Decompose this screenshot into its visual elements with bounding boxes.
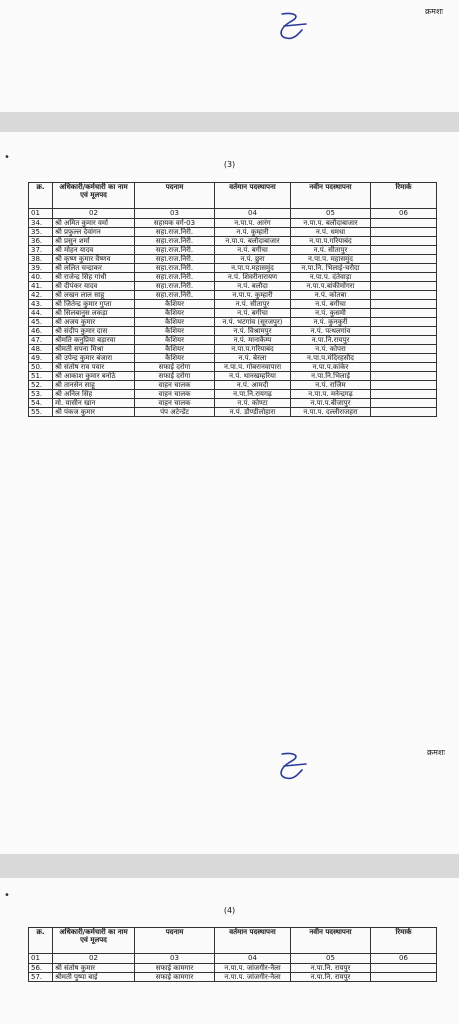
cell-serial: 40. xyxy=(29,273,53,282)
cell-serial: 47. xyxy=(29,336,53,345)
transfer-table-page-4 xyxy=(28,927,437,982)
table-row xyxy=(29,973,437,982)
cell-remark xyxy=(371,300,437,309)
cell-current-posting: न.पं. बगीचा xyxy=(215,246,291,255)
cell-name: श्री उपेन्द्र कुमार बंजारा xyxy=(53,354,135,363)
cell-remark xyxy=(371,309,437,318)
cell-name: श्री लखन लाल साहू xyxy=(53,291,135,300)
cell-designation: कैशियर xyxy=(135,300,215,309)
cell-designation: कैशियर xyxy=(135,336,215,345)
colnum: 03 xyxy=(135,209,215,219)
cell-new-posting: न.पा.नि. भिलाई-चरौदा xyxy=(291,264,371,273)
table-row xyxy=(29,408,437,417)
cell-designation: कैशियर xyxy=(135,318,215,327)
table-row xyxy=(29,255,437,264)
page-number-4: (4) xyxy=(223,906,236,915)
cell-remark xyxy=(371,273,437,282)
header-current-posting: वर्तमान पदस्थापना xyxy=(215,928,291,954)
colnum: 03 xyxy=(135,954,215,964)
cell-serial: 46. xyxy=(29,327,53,336)
table-header-row xyxy=(29,183,437,209)
cell-name: श्रीमति कनुप्रिया बड़ारया xyxy=(53,336,135,345)
cell-current-posting: न.पा.प.महासमुंद xyxy=(215,264,291,273)
header-new-posting: नवीन पदस्थापना xyxy=(291,928,371,954)
cell-serial: 55. xyxy=(29,408,53,417)
cell-remark xyxy=(371,372,437,381)
cell-remark xyxy=(371,255,437,264)
cell-serial: 45. xyxy=(29,318,53,327)
table-row xyxy=(29,318,437,327)
cell-new-posting: न.पा.नि.रायपुर xyxy=(291,336,371,345)
cell-designation: कैशियर xyxy=(135,327,215,336)
cell-current-posting: न.पं. कोण्टा xyxy=(215,399,291,408)
table-row xyxy=(29,273,437,282)
cell-name: श्री प्रफुल्ल देवांगन xyxy=(53,228,135,237)
cell-current-posting: न.पं. शिवरीनारायण xyxy=(215,273,291,282)
colnum: 02 xyxy=(53,954,135,964)
cell-name: श्री प्रसुन शर्मा xyxy=(53,237,135,246)
cell-remark xyxy=(371,291,437,300)
cell-remark xyxy=(371,264,437,273)
cell-remark xyxy=(371,282,437,291)
top-page xyxy=(0,0,459,112)
header-remark: रिमार्क xyxy=(371,183,437,209)
cell-serial: 37. xyxy=(29,246,53,255)
signature-top xyxy=(272,8,312,48)
cell-current-posting: न.पं. बेरला xyxy=(215,354,291,363)
cell-new-posting: न.पा.प. मनेन्द्रगढ़ xyxy=(291,390,371,399)
cell-new-posting: न.पा.प. बलौदाबाजार xyxy=(291,219,371,228)
cell-designation: सहा.राज.निरी. xyxy=(135,273,215,282)
cell-name: श्री संतोष कुमार xyxy=(53,964,135,973)
header-remark: रिमार्क xyxy=(371,928,437,954)
table-row xyxy=(29,399,437,408)
cell-serial: 36. xyxy=(29,237,53,246)
cell-designation: सहायक वर्ग-03 xyxy=(135,219,215,228)
cell-remark xyxy=(371,973,437,982)
cell-designation: कैशियर xyxy=(135,309,215,318)
table-row xyxy=(29,264,437,273)
table-row xyxy=(29,228,437,237)
cell-serial: 53. xyxy=(29,390,53,399)
cell-name: श्री राजेन्द्र सिंह गांधी xyxy=(53,273,135,282)
table-header-row xyxy=(29,928,437,954)
cell-serial: 35. xyxy=(29,228,53,237)
cell-serial: 44. xyxy=(29,309,53,318)
cell-designation: कैशियर xyxy=(135,345,215,354)
cell-current-posting: न.पा.प. कुम्हारी xyxy=(215,291,291,300)
table-row xyxy=(29,300,437,309)
cell-remark xyxy=(371,408,437,417)
cell-remark xyxy=(371,336,437,345)
cell-remark xyxy=(371,246,437,255)
edge-dot: • xyxy=(4,890,10,901)
cell-serial: 43. xyxy=(29,300,53,309)
cell-designation: सहा.राज.निरी. xyxy=(135,255,215,264)
colnum: 06 xyxy=(371,954,437,964)
cell-current-posting: न.पं. थानखम्हरिया xyxy=(215,372,291,381)
colnum: 02 xyxy=(53,209,135,219)
colnum: 05 xyxy=(291,209,371,219)
cell-remark xyxy=(371,363,437,372)
cell-designation: कैशियर xyxy=(135,354,215,363)
cell-remark xyxy=(371,327,437,336)
cell-current-posting: न.पं. मानाकैम्प xyxy=(215,336,291,345)
cell-new-posting: न.पं. सीतापुर xyxy=(291,246,371,255)
cell-name: श्री अजय कुमार xyxy=(53,318,135,327)
cell-serial: 41. xyxy=(29,282,53,291)
table-row xyxy=(29,381,437,390)
cell-remark xyxy=(371,237,437,246)
cell-remark xyxy=(371,219,437,228)
header-designation: पदनाम xyxy=(135,928,215,954)
table-row xyxy=(29,246,437,255)
cell-new-posting: न.पं. कुनकुरी xyxy=(291,318,371,327)
cell-remark xyxy=(371,345,437,354)
colnum: 01 xyxy=(29,954,53,964)
cell-name: श्रीमती सपना मिश्रा xyxy=(53,345,135,354)
cell-new-posting: न.पा.प. दंतेवाड़ा xyxy=(291,273,371,282)
cell-remark xyxy=(371,390,437,399)
cell-current-posting: न.पं. भटगांव (सूरजपुर) xyxy=(215,318,291,327)
cell-new-posting: न.पं. पत्थलगांव xyxy=(291,327,371,336)
cell-current-posting: न.पं. बगीचा xyxy=(215,309,291,318)
cell-designation: सहा.राज.निरी. xyxy=(135,237,215,246)
cell-remark xyxy=(371,964,437,973)
colnum: 05 xyxy=(291,954,371,964)
cell-new-posting: न.पं. राजिम xyxy=(291,381,371,390)
cell-designation: सहा.राज.निरी. xyxy=(135,228,215,237)
cell-new-posting: न.पं. कोपरा xyxy=(291,345,371,354)
table-row xyxy=(29,345,437,354)
cell-name: श्री संतोष राव पवार xyxy=(53,363,135,372)
cell-new-posting: न.पा.नि. रायपुर xyxy=(291,964,371,973)
cell-designation: सफाई कामगार xyxy=(135,973,215,982)
cell-new-posting: न.पा.प.कांकेर xyxy=(291,363,371,372)
signature-page-3 xyxy=(272,748,312,788)
transfer-table-page-3 xyxy=(28,182,437,417)
cell-serial: 49. xyxy=(29,354,53,363)
cell-new-posting: न.पा.प. दल्लीराजहरा xyxy=(291,408,371,417)
cell-new-posting: न.पं. धमधा xyxy=(291,228,371,237)
cell-new-posting: न.पा.प.बांकीमोंगरा xyxy=(291,282,371,291)
cell-new-posting: न.पा.प.मंदिरहसौद xyxy=(291,354,371,363)
cell-designation: सफाई दरोगा xyxy=(135,372,215,381)
cell-current-posting: न.पा.नि.रायगढ़ xyxy=(215,390,291,399)
cell-designation: सहा.राज.निरी. xyxy=(135,264,215,273)
header-name: अधिकारी/कर्मचारी का नाम एवं मूलपद xyxy=(53,928,135,954)
cell-name: श्री तानसेन साहू xyxy=(53,381,135,390)
table-row xyxy=(29,336,437,345)
table-row xyxy=(29,282,437,291)
cell-designation: सफाई कामगार xyxy=(135,964,215,973)
column-number-row xyxy=(29,209,437,219)
header-new-posting: नवीन पदस्थापना xyxy=(291,183,371,209)
colnum: 01 xyxy=(29,209,53,219)
cell-current-posting: न.पं. छुरा xyxy=(215,255,291,264)
cell-serial: 39. xyxy=(29,264,53,273)
continuation-label-page-3: क्रमशः xyxy=(427,748,445,757)
cell-current-posting: न.पा.प. जांजगीर-नैला xyxy=(215,973,291,982)
column-number-row xyxy=(29,954,437,964)
colnum: 04 xyxy=(215,209,291,219)
header-designation: पदनाम xyxy=(135,183,215,209)
continuation-label-top: क्रमशः xyxy=(425,7,443,16)
cell-serial: 38. xyxy=(29,255,53,264)
table-row xyxy=(29,964,437,973)
edge-dot: • xyxy=(4,152,10,163)
cell-current-posting: न.पा.प. गोबरानवापारा xyxy=(215,363,291,372)
cell-serial: 52. xyxy=(29,381,53,390)
cell-remark xyxy=(371,354,437,363)
cell-name: श्री जितेन्द्र कुमार गुप्ता xyxy=(53,300,135,309)
cell-new-posting: न.पा.नि.भिलाई xyxy=(291,372,371,381)
cell-current-posting: न.पं. डौण्डीलोहारा xyxy=(215,408,291,417)
cell-name: श्री ललित चन्द्राकर xyxy=(53,264,135,273)
cell-name: श्री कृष्ण कुमार वैष्णव xyxy=(53,255,135,264)
header-name: अधिकारी/कर्मचारी का नाम एवं मूलपद xyxy=(53,183,135,209)
page-number-3: (3) xyxy=(223,160,236,169)
cell-new-posting: न.पा.प. महासमुंद xyxy=(291,255,371,264)
cell-designation: सहा.राज.निरी. xyxy=(135,282,215,291)
cell-name: श्री सिलबानुस लकड़ा xyxy=(53,309,135,318)
cell-designation: सहा.राज.निरी. xyxy=(135,246,215,255)
cell-current-posting: न.पं. सीतापुर xyxy=(215,300,291,309)
table-row xyxy=(29,219,437,228)
header-serial: क्र. xyxy=(29,183,53,209)
cell-serial: 48. xyxy=(29,345,53,354)
page-gap-2 xyxy=(0,854,459,878)
table-row xyxy=(29,309,437,318)
cell-new-posting: न.पं. बगीचा xyxy=(291,300,371,309)
cell-name: श्री अमित कुमार वर्मा xyxy=(53,219,135,228)
cell-new-posting: न.पा.नि. रायपुर xyxy=(291,973,371,982)
cell-designation: वाहन चालक xyxy=(135,381,215,390)
cell-designation: वाहन चालक xyxy=(135,399,215,408)
table-row xyxy=(29,354,437,363)
table-row xyxy=(29,390,437,399)
colnum: 04 xyxy=(215,954,291,964)
cell-name: श्रीमती पुष्पा बाई xyxy=(53,973,135,982)
header-current-posting: वर्तमान पदस्थापना xyxy=(215,183,291,209)
cell-current-posting: न.पं. बलौदा xyxy=(215,282,291,291)
cell-serial: 56. xyxy=(29,964,53,973)
cell-current-posting: न.पा.प. बलौदाबाजार xyxy=(215,237,291,246)
cell-name: श्री पंकज कुमार xyxy=(53,408,135,417)
cell-remark xyxy=(371,381,437,390)
table-row xyxy=(29,372,437,381)
cell-designation: सहा.राज.निरी. xyxy=(135,291,215,300)
cell-name: श्री मोहन यादव xyxy=(53,246,135,255)
colnum: 06 xyxy=(371,209,437,219)
cell-serial: 54. xyxy=(29,399,53,408)
table-row xyxy=(29,291,437,300)
cell-serial: 42. xyxy=(29,291,53,300)
cell-serial: 51. xyxy=(29,372,53,381)
cell-designation: पंप अटेन्डेंट xyxy=(135,408,215,417)
cell-serial: 34. xyxy=(29,219,53,228)
header-serial: क्र. xyxy=(29,928,53,954)
table-row xyxy=(29,327,437,336)
cell-new-posting: न.पा.प.गरियाबंद xyxy=(291,237,371,246)
cell-name: श्री आकाश कुमार बनोठे xyxy=(53,372,135,381)
cell-current-posting: न.पं. कुम्हारी xyxy=(215,228,291,237)
cell-current-posting: न.पा.प.गरियाबंद xyxy=(215,345,291,354)
cell-name: मो. यासीन खान xyxy=(53,399,135,408)
table-row xyxy=(29,237,437,246)
cell-current-posting: न.पा.प. आरंग xyxy=(215,219,291,228)
cell-name: श्री संदीप कुमार दास xyxy=(53,327,135,336)
cell-remark xyxy=(371,228,437,237)
cell-new-posting: न.पं. कुसमी xyxy=(291,309,371,318)
cell-remark xyxy=(371,318,437,327)
cell-remark xyxy=(371,399,437,408)
cell-current-posting: न.पं. आमदी xyxy=(215,381,291,390)
table-row xyxy=(29,363,437,372)
page-gap-1 xyxy=(0,112,459,132)
cell-current-posting: न.पा.प. जांजगीर-नैला xyxy=(215,964,291,973)
cell-current-posting: न.पं. विश्रामपुर xyxy=(215,327,291,336)
cell-new-posting: न.पा.प.बीजापुर xyxy=(291,399,371,408)
cell-name: श्री अनिल सिंह xyxy=(53,390,135,399)
cell-name: श्री दीपंकर यादव xyxy=(53,282,135,291)
cell-designation: सफाई दरोगा xyxy=(135,363,215,372)
cell-designation: वाहन चालक xyxy=(135,390,215,399)
cell-serial: 57. xyxy=(29,973,53,982)
cell-new-posting: न.पं. कोतबा xyxy=(291,291,371,300)
cell-serial: 50. xyxy=(29,363,53,372)
